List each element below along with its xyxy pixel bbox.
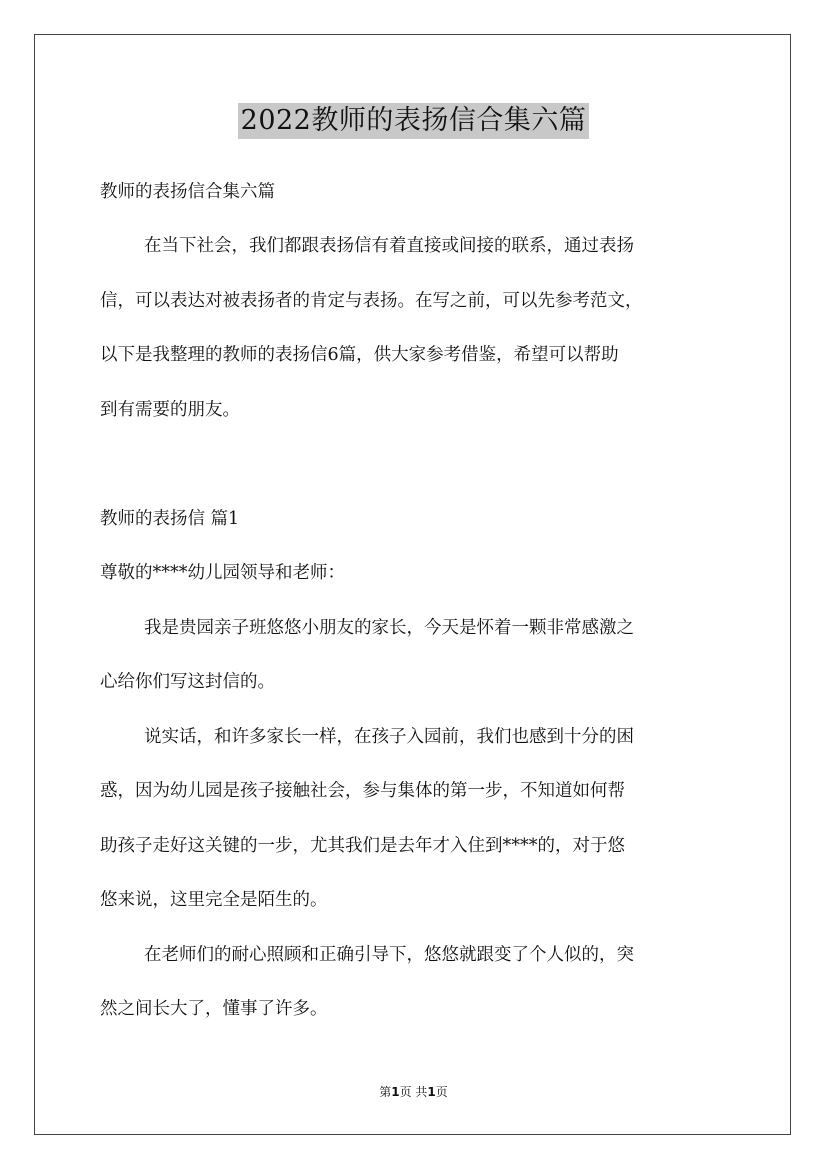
page-footer [0,1083,827,1100]
intro-line-2: 信，可以表达对被表扬者的肯定与表扬。在写之前，可以先参考范文， [100,291,643,311]
document-title: 2022教师的表扬信合集六篇 [238,103,590,139]
footer-page-total: 1 [427,1085,436,1099]
para3-line-1: 在老师们的耐心照顾和正确引导下，悠悠就跟变了个人似的，突 [144,945,634,965]
subtitle: 教师的表扬信合集六篇 [100,182,275,202]
section-heading: 教师的表扬信 篇1 [100,509,240,529]
footer-page-prefix: 第 [379,1085,392,1099]
footer-page-number: 1 [391,1085,400,1099]
footer-page-mid: 页 共 [399,1085,428,1099]
footer-page-suffix: 页 [435,1085,448,1099]
title-wrap [0,103,827,139]
para1-line-1: 我是贵园亲子班悠悠小朋友的家长，今天是怀着一颗非常感激之 [144,618,634,638]
intro-line-4: 到有需要的朋友。 [100,400,240,420]
para1-line-2: 心给你们写这封信的。 [100,672,275,692]
para2-line-1: 说实话，和许多家长一样，在孩子入园前，我们也感到十分的困 [144,727,634,747]
intro-line-3: 以下是我整理的教师的表扬信6篇，供大家参考借鉴，希望可以帮助 [100,345,619,365]
para2-line-4: 悠来说，这里完全是陌生的。 [100,890,328,910]
para3-line-2: 然之间长大了，懂事了许多。 [100,999,328,1019]
intro-line-1: 在当下社会，我们都跟表扬信有着直接或间接的联系，通过表扬 [144,236,634,256]
salutation: 尊敬的****幼儿园领导和老师： [100,563,345,583]
para2-line-2: 惑，因为幼儿园是孩子接触社会，参与集体的第一步，不知道如何帮 [100,781,625,801]
para2-line-3: 助孩子走好这关键的一步，尤其我们是去年才入住到****的，对于悠 [100,836,625,856]
